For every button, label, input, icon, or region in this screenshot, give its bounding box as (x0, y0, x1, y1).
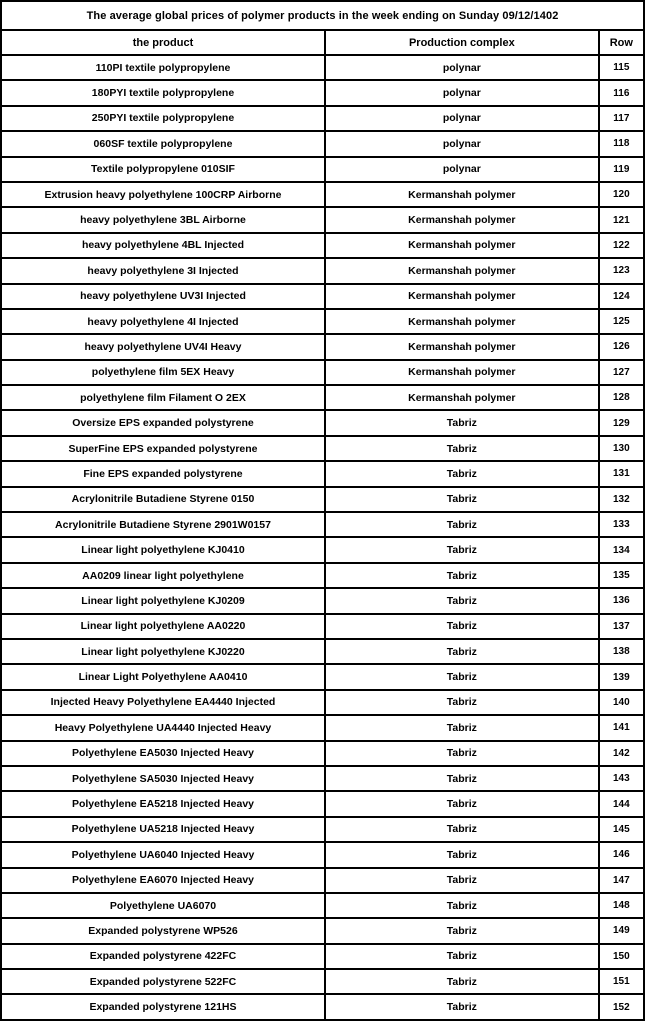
complex-cell: Tabriz (325, 664, 599, 689)
table-row (1, 994, 644, 1019)
complex-cell: Tabriz (325, 690, 599, 715)
product-cell: Fine EPS expanded polystyrene (1, 461, 325, 486)
table-row (1, 487, 644, 512)
table-row (1, 893, 644, 918)
product-cell: Heavy Polyethylene UA4440 Injected Heavy (1, 715, 325, 740)
table-row (1, 157, 644, 182)
product-cell: heavy polyethylene 4BL Injected (1, 233, 325, 258)
product-cell: Extrusion heavy polyethylene 100CRP Airborne (1, 182, 325, 207)
table-row (1, 80, 644, 105)
row-number-cell: 132 (599, 487, 644, 512)
complex-cell: Tabriz (325, 868, 599, 893)
table-row (1, 512, 644, 537)
table-row (1, 55, 644, 80)
product-cell: heavy polyethylene UV3I Injected (1, 284, 325, 309)
complex-cell: Tabriz (325, 410, 599, 435)
table-row (1, 207, 644, 232)
complex-cell: Kermanshah polymer (325, 284, 599, 309)
complex-cell: Kermanshah polymer (325, 309, 599, 334)
table-row (1, 182, 644, 207)
table-row (1, 360, 644, 385)
table-row (1, 741, 644, 766)
row-number-cell: 141 (599, 715, 644, 740)
table-row (1, 385, 644, 410)
row-number-cell: 143 (599, 766, 644, 791)
complex-cell: Tabriz (325, 588, 599, 613)
table-row (1, 233, 644, 258)
complex-cell: Tabriz (325, 817, 599, 842)
row-number-cell: 123 (599, 258, 644, 283)
table-row (1, 563, 644, 588)
complex-cell: Tabriz (325, 614, 599, 639)
product-cell: Linear light polyethylene KJ0410 (1, 537, 325, 562)
complex-cell: Tabriz (325, 487, 599, 512)
product-cell: heavy polyethylene 3I Injected (1, 258, 325, 283)
complex-cell: Tabriz (325, 715, 599, 740)
product-cell: 250PYI textile polypropylene (1, 106, 325, 131)
table-row (1, 664, 644, 689)
row-number-cell: 118 (599, 131, 644, 156)
row-number-cell: 137 (599, 614, 644, 639)
table-row (1, 461, 644, 486)
table-row (1, 537, 644, 562)
row-number-cell: 128 (599, 385, 644, 410)
row-number-cell: 149 (599, 918, 644, 943)
table-row (1, 766, 644, 791)
column-header-row: Row (599, 30, 644, 55)
product-cell: Linear light polyethylene KJ0209 (1, 588, 325, 613)
table-row (1, 436, 644, 461)
table-row (1, 309, 644, 334)
table-row (1, 639, 644, 664)
table-row (1, 284, 644, 309)
row-number-cell: 115 (599, 55, 644, 80)
row-number-cell: 124 (599, 284, 644, 309)
complex-cell: Tabriz (325, 918, 599, 943)
product-cell: SuperFine EPS expanded polystyrene (1, 436, 325, 461)
product-cell: Polyethylene EA5030 Injected Heavy (1, 741, 325, 766)
row-number-cell: 135 (599, 563, 644, 588)
complex-cell: polynar (325, 131, 599, 156)
complex-cell: Kermanshah polymer (325, 233, 599, 258)
row-number-cell: 127 (599, 360, 644, 385)
row-number-cell: 117 (599, 106, 644, 131)
row-number-cell: 145 (599, 817, 644, 842)
product-cell: 110PI textile polypropylene (1, 55, 325, 80)
table-row (1, 106, 644, 131)
product-cell: Oversize EPS expanded polystyrene (1, 410, 325, 435)
complex-cell: Kermanshah polymer (325, 258, 599, 283)
product-cell: Injected Heavy Polyethylene EA4440 Injected (1, 690, 325, 715)
product-cell: heavy polyethylene 3BL Airborne (1, 207, 325, 232)
product-cell: Polyethylene SA5030 Injected Heavy (1, 766, 325, 791)
table-row (1, 944, 644, 969)
complex-cell: Tabriz (325, 461, 599, 486)
row-number-cell: 138 (599, 639, 644, 664)
row-number-cell: 119 (599, 157, 644, 182)
row-number-cell: 125 (599, 309, 644, 334)
row-number-cell: 126 (599, 334, 644, 359)
product-cell: Polyethylene UA6070 (1, 893, 325, 918)
table-title: The average global prices of polymer products in the week ending on Sunday 09/12/1402 (1, 1, 644, 30)
row-number-cell: 120 (599, 182, 644, 207)
product-cell: AA0209 linear light polyethylene (1, 563, 325, 588)
product-cell: Expanded polystyrene WP526 (1, 918, 325, 943)
complex-cell: Tabriz (325, 944, 599, 969)
table-row (1, 588, 644, 613)
row-number-cell: 140 (599, 690, 644, 715)
row-number-cell: 116 (599, 80, 644, 105)
product-cell: polyethylene film 5EX Heavy (1, 360, 325, 385)
row-number-cell: 148 (599, 893, 644, 918)
row-number-cell: 150 (599, 944, 644, 969)
table-row (1, 868, 644, 893)
table-row (1, 690, 644, 715)
row-number-cell: 144 (599, 791, 644, 816)
column-header-complex: Production complex (325, 30, 599, 55)
table-row (1, 410, 644, 435)
product-cell: Polyethylene UA5218 Injected Heavy (1, 817, 325, 842)
complex-cell: polynar (325, 106, 599, 131)
product-cell: polyethylene film Filament O 2EX (1, 385, 325, 410)
table-row (1, 258, 644, 283)
complex-cell: Kermanshah polymer (325, 182, 599, 207)
table-header-row (1, 30, 644, 55)
complex-cell: Kermanshah polymer (325, 207, 599, 232)
row-number-cell: 134 (599, 537, 644, 562)
complex-cell: Kermanshah polymer (325, 360, 599, 385)
product-cell: Polyethylene UA6040 Injected Heavy (1, 842, 325, 867)
complex-cell: Tabriz (325, 563, 599, 588)
table-row (1, 969, 644, 994)
row-number-cell: 146 (599, 842, 644, 867)
product-cell: Polyethylene EA6070 Injected Heavy (1, 868, 325, 893)
row-number-cell: 129 (599, 410, 644, 435)
column-header-product: the product (1, 30, 325, 55)
product-cell: Acrylonitrile Butadiene Styrene 0150 (1, 487, 325, 512)
product-cell: Expanded polystyrene 522FC (1, 969, 325, 994)
product-cell: Linear Light Polyethylene AA0410 (1, 664, 325, 689)
complex-cell: Tabriz (325, 741, 599, 766)
complex-cell: Kermanshah polymer (325, 334, 599, 359)
row-number-cell: 121 (599, 207, 644, 232)
complex-cell: Tabriz (325, 893, 599, 918)
row-number-cell: 147 (599, 868, 644, 893)
complex-cell: polynar (325, 80, 599, 105)
product-cell: Polyethylene EA5218 Injected Heavy (1, 791, 325, 816)
complex-cell: Tabriz (325, 766, 599, 791)
product-cell: Textile polypropylene 010SIF (1, 157, 325, 182)
complex-cell: polynar (325, 55, 599, 80)
table-title-row (1, 1, 644, 30)
product-cell: Expanded polystyrene 422FC (1, 944, 325, 969)
table-row (1, 334, 644, 359)
product-cell: 180PYI textile polypropylene (1, 80, 325, 105)
table-row (1, 817, 644, 842)
complex-cell: Tabriz (325, 639, 599, 664)
table-body (1, 55, 644, 1020)
complex-cell: Tabriz (325, 994, 599, 1019)
row-number-cell: 122 (599, 233, 644, 258)
table-row (1, 791, 644, 816)
table-head (1, 1, 644, 55)
complex-cell: Kermanshah polymer (325, 385, 599, 410)
complex-cell: Tabriz (325, 537, 599, 562)
product-cell: heavy polyethylene UV4I Heavy (1, 334, 325, 359)
product-cell: Linear light polyethylene KJ0220 (1, 639, 325, 664)
table-row (1, 918, 644, 943)
product-cell: heavy polyethylene 4I Injected (1, 309, 325, 334)
row-number-cell: 151 (599, 969, 644, 994)
product-cell: Expanded polystyrene 121HS (1, 994, 325, 1019)
row-number-cell: 142 (599, 741, 644, 766)
complex-cell: Tabriz (325, 512, 599, 537)
table-row (1, 842, 644, 867)
complex-cell: polynar (325, 157, 599, 182)
product-cell: Linear light polyethylene AA0220 (1, 614, 325, 639)
row-number-cell: 131 (599, 461, 644, 486)
complex-cell: Tabriz (325, 436, 599, 461)
table-row (1, 131, 644, 156)
row-number-cell: 130 (599, 436, 644, 461)
row-number-cell: 152 (599, 994, 644, 1019)
complex-cell: Tabriz (325, 791, 599, 816)
product-cell: Acrylonitrile Butadiene Styrene 2901W0157 (1, 512, 325, 537)
product-cell: 060SF textile polypropylene (1, 131, 325, 156)
table-row (1, 715, 644, 740)
table-row (1, 614, 644, 639)
row-number-cell: 136 (599, 588, 644, 613)
row-number-cell: 139 (599, 664, 644, 689)
row-number-cell: 133 (599, 512, 644, 537)
complex-cell: Tabriz (325, 969, 599, 994)
complex-cell: Tabriz (325, 842, 599, 867)
